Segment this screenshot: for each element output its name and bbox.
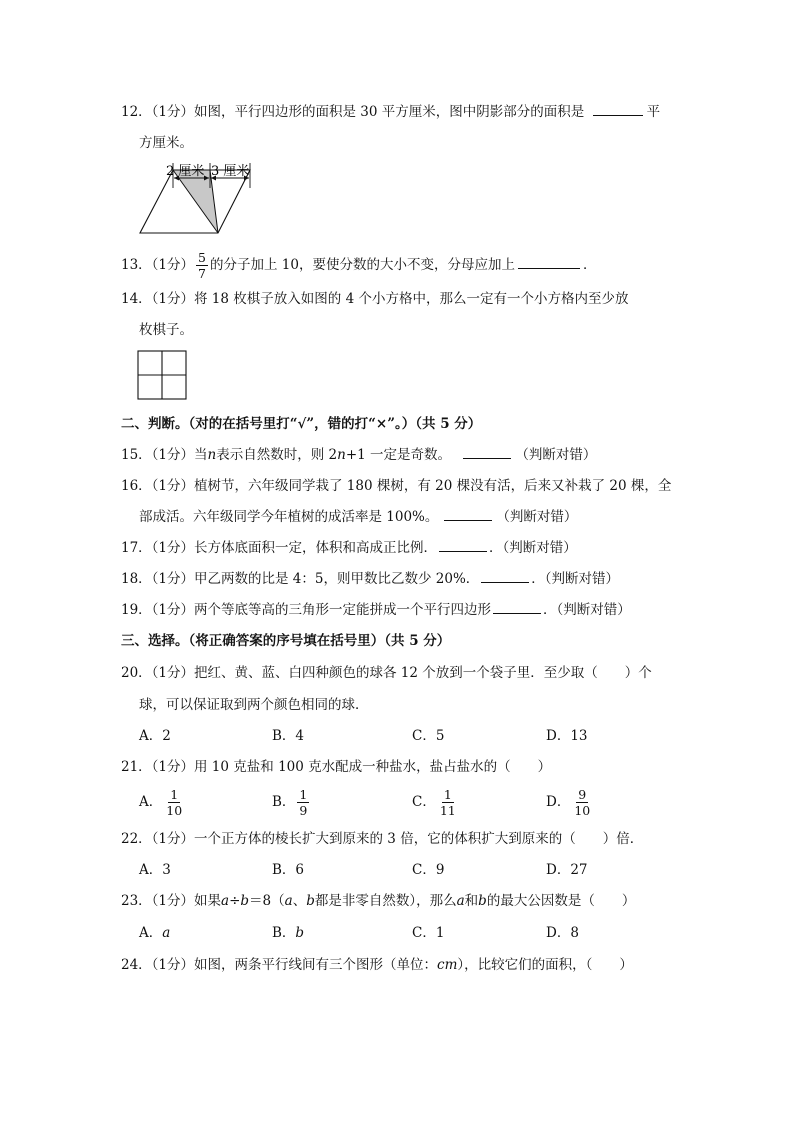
q19-line: 19．（1分）两个等底等高的三角形一定能拼成一个平行四边形 ．（判断对错） bbox=[121, 602, 631, 618]
q23-option-a[interactable]: A．a bbox=[139, 925, 171, 941]
q20-option-c[interactable]: C．5 bbox=[412, 728, 445, 744]
q12-line1: 12．（1分）如图，平行四边形的面积是 30 平方厘米，图中阴影部分的面积是 平 bbox=[121, 104, 661, 120]
grid-2x2-figure bbox=[137, 350, 189, 402]
q17-line: 17．（1分）长方体底面积一定，体积和高成正比例． ．（判断对错） bbox=[121, 540, 577, 556]
answer-blank[interactable] bbox=[444, 508, 492, 521]
q21-line1: 21．（1分）用 10 克盐和 100 克水配成一种盐水，盐占盐水的（ ） bbox=[121, 759, 552, 775]
q12-line2: 方厘米。 bbox=[139, 135, 193, 151]
fraction-5-7: $\frac{5}{7}$ bbox=[198, 250, 206, 281]
q16-line1: 16．（1分）植树节，六年级同学栽了 180 棵树，有 20 棵没有活，后来又补栽了 20 棵，全 bbox=[121, 478, 672, 494]
q14-line2: 枚棋子。 bbox=[139, 322, 193, 338]
parallelogram-figure bbox=[133, 160, 293, 240]
answer-blank[interactable] bbox=[439, 539, 487, 552]
label-3cm: 3 厘米 bbox=[211, 164, 250, 179]
q20-option-d[interactable]: D．13 bbox=[546, 728, 588, 744]
q21-option-a[interactable]: A． $\frac{1}{10}$ bbox=[139, 787, 183, 818]
q20-option-b[interactable]: B．4 bbox=[272, 728, 305, 744]
q13-line: 13．（1分） $\frac{5}{7}$ 的分子加上 10，要使分数的大小不变，分母应加上 ． bbox=[121, 250, 597, 281]
q20-line2: 球，可以保证取到两个颜色相同的球． bbox=[139, 697, 369, 713]
section-2-heading: 二、判断。（对的在括号里打“√”，错的打“×”。）（共 5 分） bbox=[121, 416, 482, 432]
q23-option-c[interactable]: C．1 bbox=[412, 925, 445, 941]
q23-option-b[interactable]: B．b bbox=[272, 925, 305, 941]
answer-blank[interactable] bbox=[463, 446, 511, 459]
q14-line1: 14．（1分）将 18 枚棋子放入如图的 4 个小方格中，那么一定有一个小方格内至少放 bbox=[121, 291, 629, 307]
q15-line: 15．（1分）当n表示自然数时，则 2n+1 一定是奇数。 （判断对错） bbox=[121, 447, 597, 463]
q23-option-d[interactable]: D．8 bbox=[546, 925, 579, 941]
q21-option-d[interactable]: D． $\frac{9}{10}$ bbox=[546, 787, 591, 818]
answer-blank[interactable] bbox=[481, 570, 529, 583]
answer-blank[interactable] bbox=[493, 601, 541, 614]
q22-option-c[interactable]: C．9 bbox=[412, 862, 445, 878]
q21-option-b[interactable]: B． $\frac{1}{9}$ bbox=[272, 787, 308, 818]
label-2cm: 2 厘米 bbox=[166, 164, 205, 179]
q20-line1: 20．（1分）把红、黄、蓝、白四种颜色的球各 12 个放到一个袋子里．至少取（ ）个 bbox=[121, 665, 652, 681]
q21-option-c[interactable]: C． $\frac{1}{11}$ bbox=[412, 787, 456, 818]
section-3-heading: 三、选择。（将正确答案的序号填在括号里）（共 5 分） bbox=[121, 633, 451, 649]
q22-option-d[interactable]: D．27 bbox=[546, 862, 588, 878]
q16-line2: 部成活。六年级同学今年植树的成活率是 100%。 （判断对错） bbox=[139, 509, 578, 525]
q22-option-b[interactable]: B．6 bbox=[272, 862, 305, 878]
q18-line: 18．（1分）甲乙两数的比是 4：5，则甲数比乙数少 20%． ．（判断对错） bbox=[121, 571, 620, 587]
q22-line1: 22．（1分）一个正方体的棱长扩大到原来的 3 倍，它的体积扩大到原来的（ ）倍． bbox=[121, 831, 644, 847]
q23-line1: 23．（1分）如果a÷b＝8（a、b都是非零自然数），那么a和b的最大公因数是（ ） bbox=[121, 893, 636, 909]
q20-option-a[interactable]: A．2 bbox=[139, 728, 171, 744]
q24-line1: 24．（1分）如图，两条平行线间有三个图形（单位：cm），比较它们的面积，（ ） bbox=[121, 957, 633, 973]
q22-option-a[interactable]: A．3 bbox=[139, 862, 171, 878]
answer-blank[interactable] bbox=[593, 103, 643, 116]
answer-blank[interactable] bbox=[518, 256, 580, 269]
